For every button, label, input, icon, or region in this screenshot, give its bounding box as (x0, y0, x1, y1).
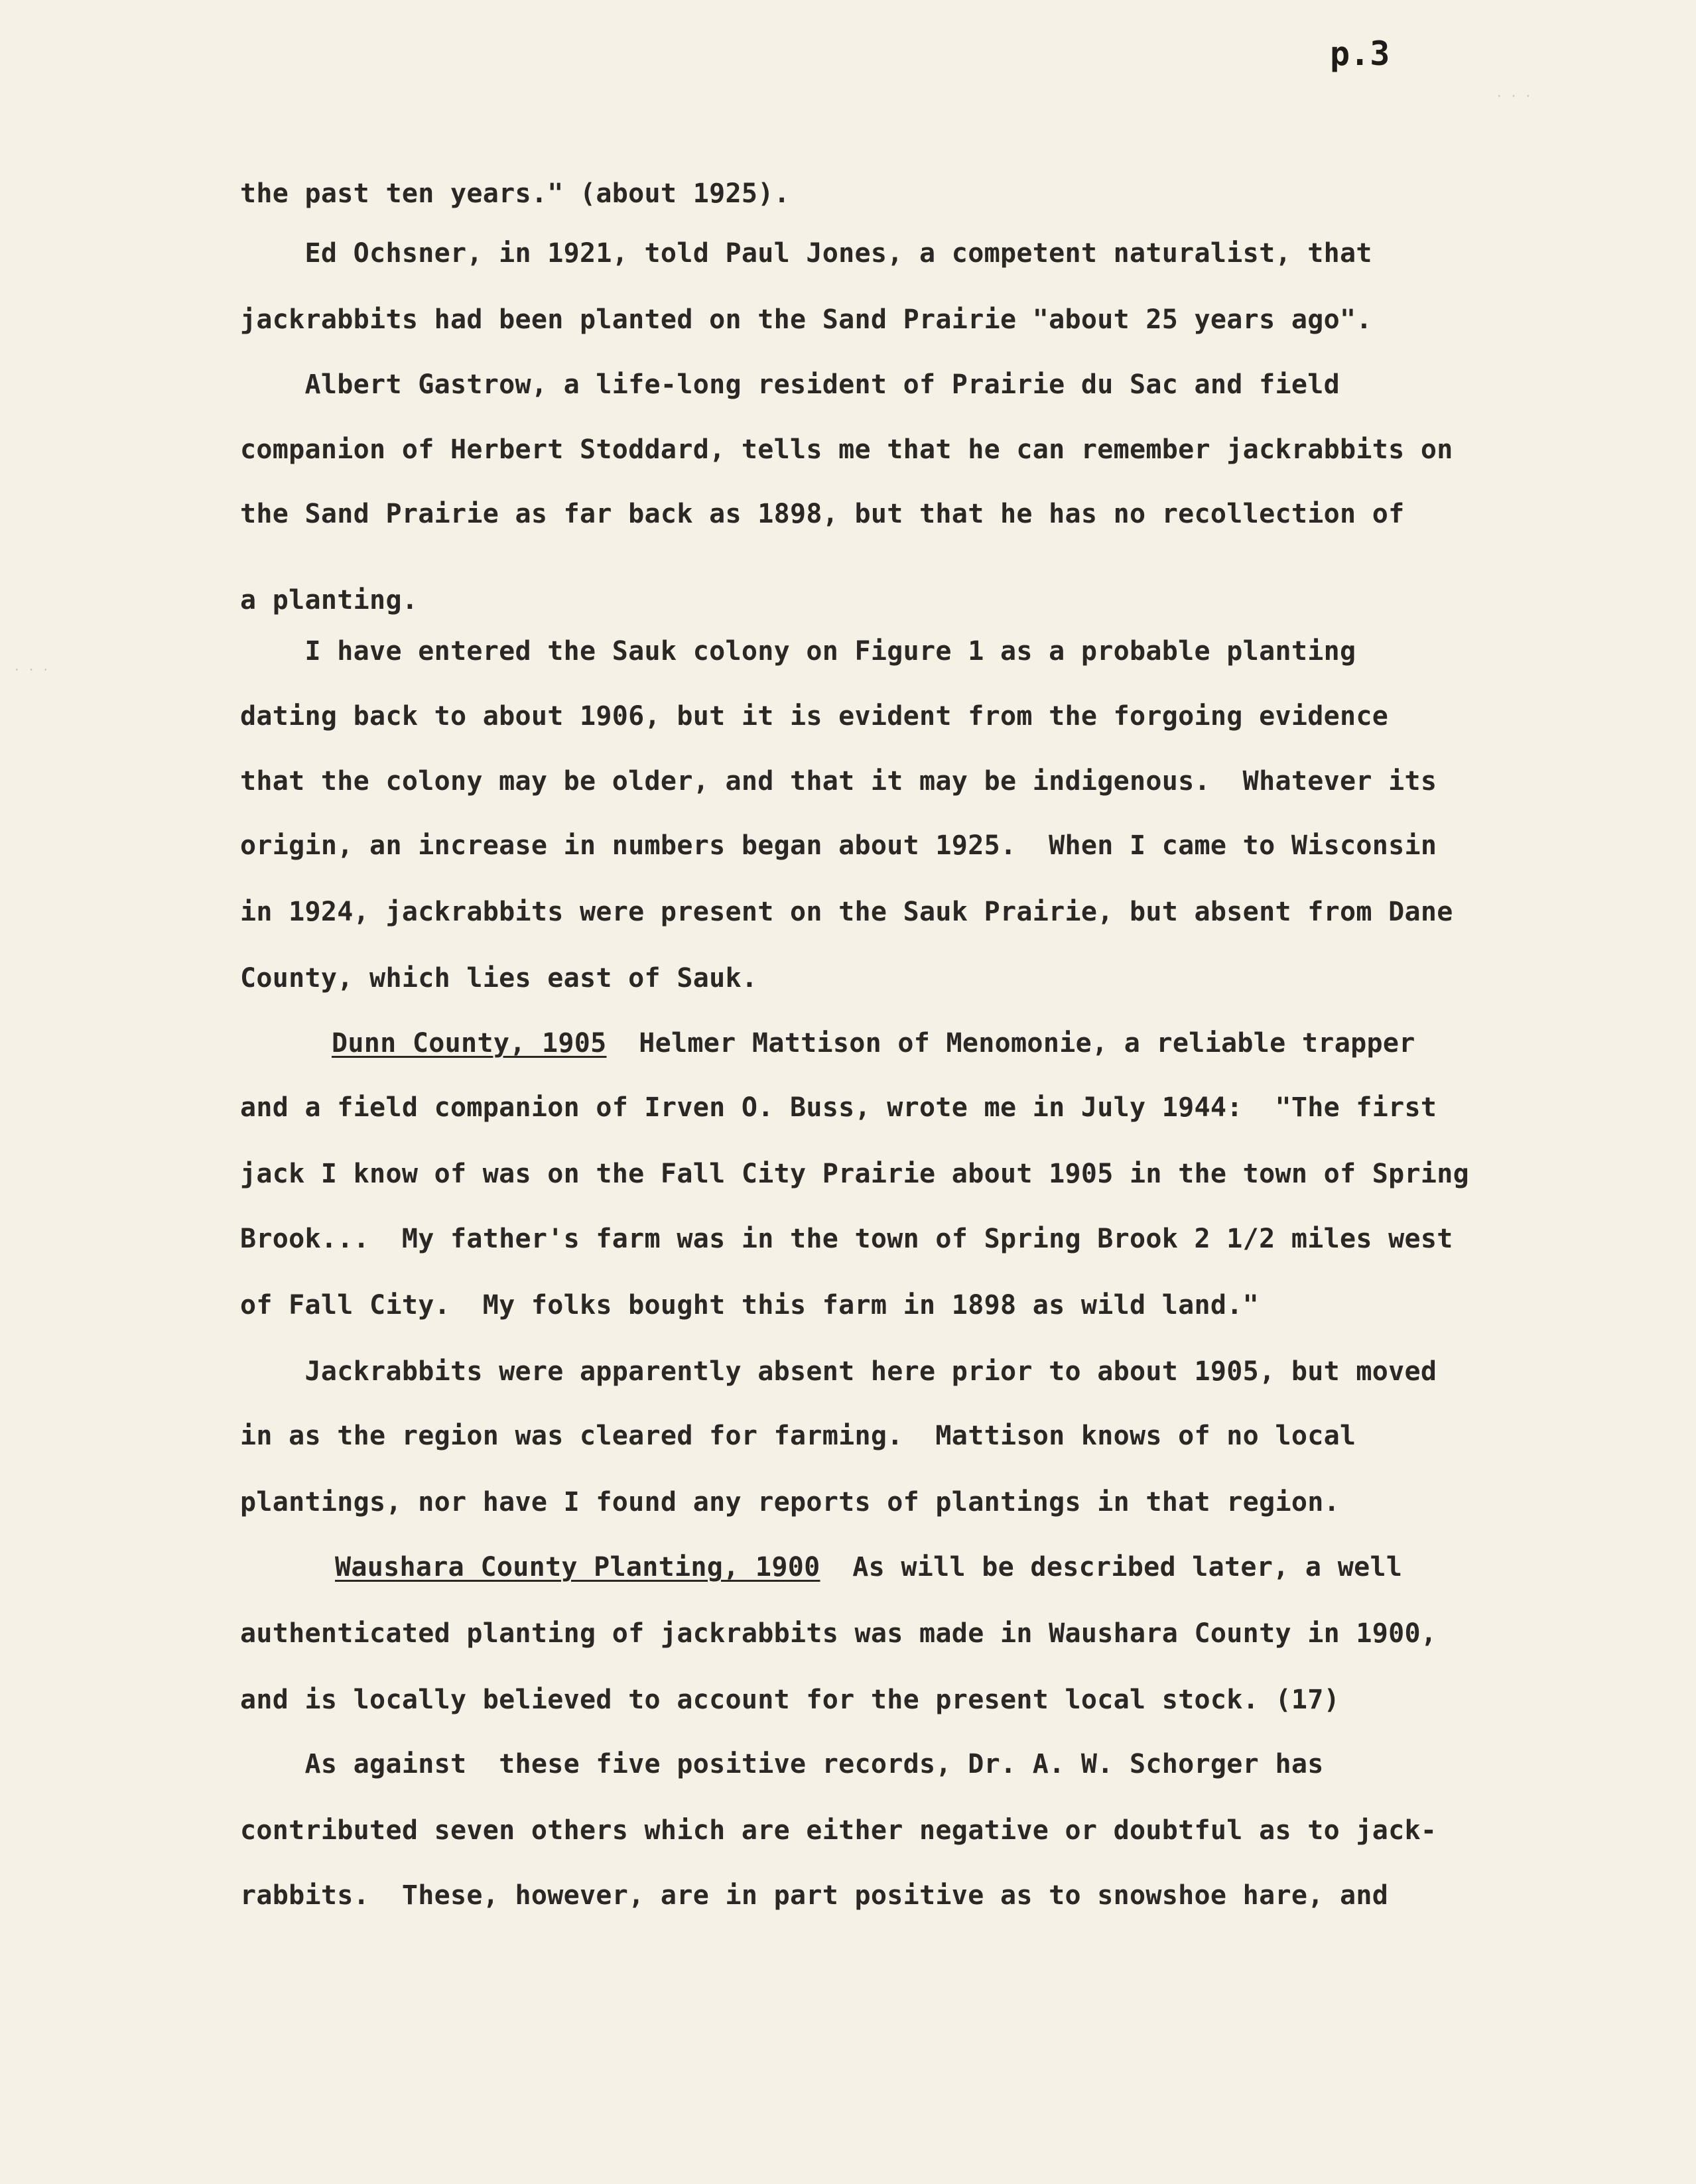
page-number: p.3 (1330, 34, 1390, 73)
text-line-9: dating back to about 1906, but it is evident from the forgoing evidence (240, 701, 1389, 732)
text-line-19: Jackrabbits were apparently absent here prior to about 1905, but moved (240, 1356, 1437, 1387)
text-line-13: County, which lies east of Sauk. (240, 963, 758, 994)
text-line-20: in as the region was cleared for farming. Mattison knows of no local (240, 1421, 1356, 1451)
text-line-5: companion of Herbert Stoddard, tells me that he can remember jackrabbits on (240, 434, 1453, 465)
text-line-23: authenticated planting of jackrabbits was made in Waushara County in 1900, (240, 1618, 1437, 1649)
text-line-1: the past ten years." (about 1925). (240, 178, 790, 209)
text-line-16: jack I know of was on the Fall City Prairie about 1905 in the town of Spring (240, 1159, 1470, 1189)
waushara-paragraph-first-line (335, 1554, 1402, 1580)
text-line-26: contributed seven others which are either negative or doubtful as to jack- (240, 1815, 1437, 1846)
text-line-24: and is locally believed to account for the present local stock. (17) (240, 1685, 1340, 1715)
margin-mark: · · · (13, 663, 50, 677)
text-line-27: rabbits. These, however, are in part positive as to snowshoe hare, and (240, 1880, 1389, 1911)
text-line-8: I have entered the Sauk colony on Figure 1 as a probable planting (240, 636, 1356, 667)
text-line-11: origin, an increase in numbers began about 1925. When I came to Wisconsin (240, 830, 1437, 861)
text-line-14: Helmer Mattison of Menomonie, a reliable trapper (639, 1028, 1415, 1059)
text-line-17: Brook... My father's farm was in the town of Spring Brook 2 1/2 miles west (240, 1224, 1453, 1254)
text-line-7: a planting. (240, 585, 419, 615)
text-line-4: Albert Gastrow, a life-long resident of Prairie du Sac and field (240, 369, 1340, 400)
waushara-county-heading: Waushara County Planting, 1900 (335, 1552, 820, 1582)
margin-mark: · · · (1496, 90, 1532, 103)
dunn-paragraph-first-line (332, 1030, 1415, 1057)
text-line-2: Ed Ochsner, in 1921, told Paul Jones, a competent naturalist, that (240, 238, 1372, 269)
text-line-6: the Sand Prairie as far back as 1898, but that he has no recollection of (240, 499, 1405, 529)
text-line-3: jackrabbits had been planted on the Sand Prairie "about 25 years ago". (240, 304, 1372, 335)
text-line-21: plantings, nor have I found any reports of plantings in that region. (240, 1487, 1340, 1517)
text-line-10: that the colony may be older, and that it may be indigenous. Whatever its (240, 766, 1437, 797)
text-line-22: As will be described later, a well (852, 1552, 1403, 1582)
dunn-county-heading: Dunn County, 1905 (332, 1028, 607, 1059)
text-line-12: in 1924, jackrabbits were present on the Sauk Prairie, but absent from Dane (240, 897, 1453, 927)
text-line-25: As against these five positive records, Dr. A. W. Schorger has (240, 1749, 1324, 1779)
text-line-15: and a field companion of Irven O. Buss, wrote me in July 1944: "The first (240, 1092, 1437, 1123)
text-line-18: of Fall City. My folks bought this farm in 1898 as wild land." (240, 1290, 1260, 1320)
